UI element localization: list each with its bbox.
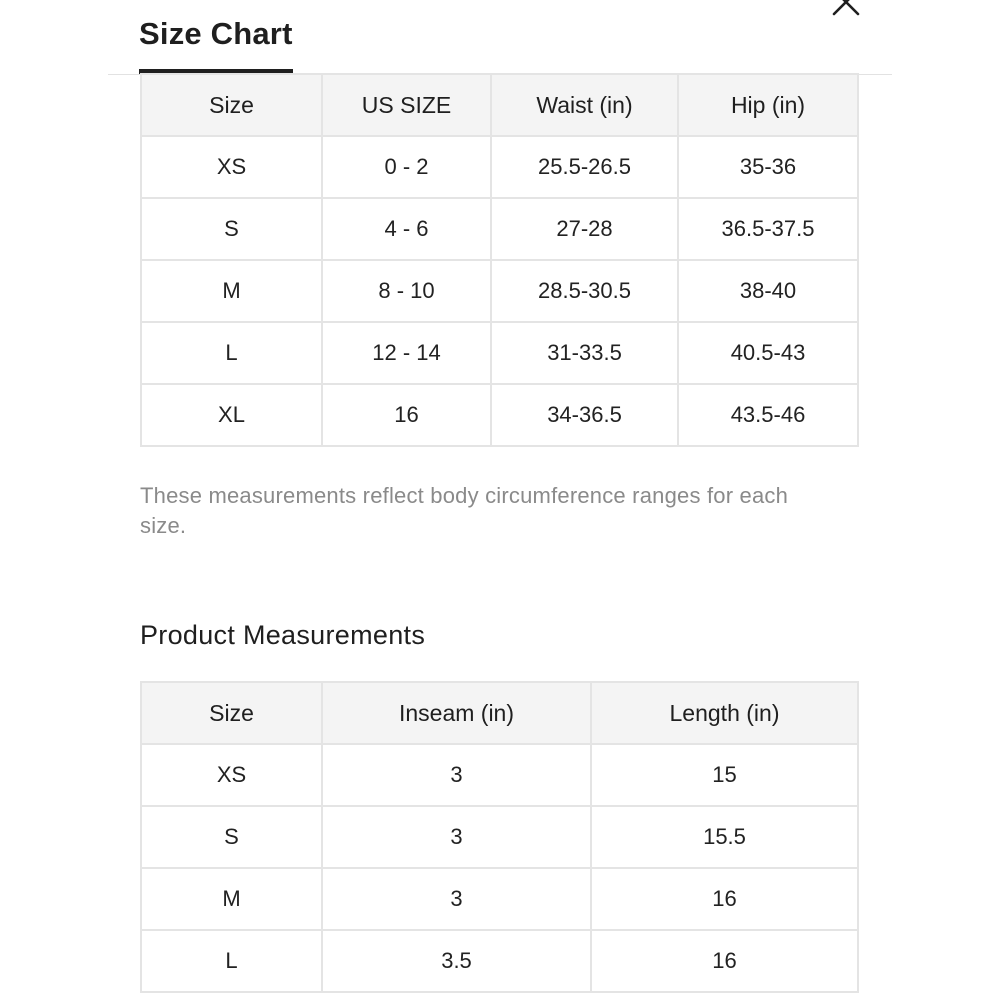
table-row [141,198,858,260]
column-header: US SIZE [322,74,491,136]
table-header-row [141,682,858,744]
table-cell: 16 [591,930,858,992]
table-cell: 12 - 14 [322,322,491,384]
table-cell: S [141,198,322,260]
table-cell: XL [141,384,322,446]
table-cell: 43.5-46 [678,384,858,446]
table-cell: M [141,868,322,930]
table-cell: 15.5 [591,806,858,868]
table-cell: 8 - 10 [322,260,491,322]
column-header: Size [141,682,322,744]
table-cell: 36.5-37.5 [678,198,858,260]
table-cell: 15 [591,744,858,806]
size-chart-table [140,73,859,447]
table-cell: 40.5-43 [678,322,858,384]
table-cell: 25.5-26.5 [491,136,678,198]
table-row [141,806,858,868]
close-button[interactable] [828,0,864,22]
table-cell: 35-36 [678,136,858,198]
table-cell: 3 [322,806,591,868]
tab-size-chart[interactable]: Size Chart [139,14,293,74]
column-header: Length (in) [591,682,858,744]
table-cell: L [141,930,322,992]
table-row [141,868,858,930]
close-icon [828,0,864,22]
table-cell: 16 [591,868,858,930]
table-cell: 4 - 6 [322,198,491,260]
table-cell: 34-36.5 [491,384,678,446]
table-cell: 3 [322,744,591,806]
table-cell: 3.5 [322,930,591,992]
column-header: Size [141,74,322,136]
column-header: Hip (in) [678,74,858,136]
table-cell: 31-33.5 [491,322,678,384]
table-cell: XS [141,136,322,198]
table-cell: 27-28 [491,198,678,260]
column-header: Inseam (in) [322,682,591,744]
table-cell: 0 - 2 [322,136,491,198]
table-cell: L [141,322,322,384]
size-chart-note: These measurements reflect body circumference ranges for each size. [140,483,789,538]
table-row [141,930,858,992]
section-title: Product Measurements [140,620,426,650]
table-cell: S [141,806,322,868]
table-header-row [141,74,858,136]
column-header: Waist (in) [491,74,678,136]
table-cell: 16 [322,384,491,446]
table-row [141,384,858,446]
table-cell: 28.5-30.5 [491,260,678,322]
table-cell: M [141,260,322,322]
product-measurements-table [140,681,859,993]
table-row [141,322,858,384]
table-row [141,260,858,322]
table-cell: 3 [322,868,591,930]
table-row [141,744,858,806]
table-cell: 38-40 [678,260,858,322]
table-cell: XS [141,744,322,806]
tab-bar [108,0,892,75]
table-row [141,136,858,198]
